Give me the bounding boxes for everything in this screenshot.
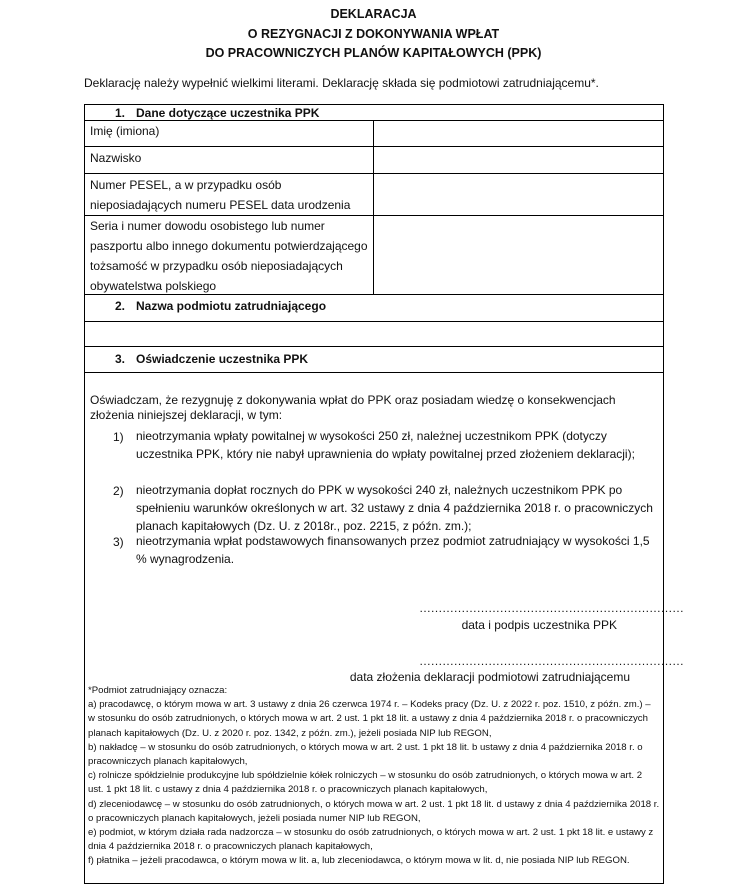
footnote-item-f: f) płatnika – jeżeli pracodawca, o którym mowa w lit. a, lub zleceniodawca, o którym mowa w lit. d, nie posiada NIP lub REGON. (88, 855, 630, 867)
document-subtitle: O REZYGNACJI Z DOKONYWANIA WPŁAT (247, 27, 500, 41)
divider (84, 346, 664, 347)
section-3-number: 3. (115, 352, 126, 366)
submission-date-label: data złożenia deklaracji podmiotowi zatrudniającemu (349, 670, 630, 684)
consequence-text-1: nieotrzymania wpłaty powitalnej w wysokości 250 zł, należnej uczestnikom PPK (dotyczy uczestnika PPK, który nie nabył uprawnienia do wpłaty powitalnej przed złożeniem deklaracji); (136, 429, 635, 461)
id-document-field[interactable] (378, 216, 658, 293)
employer-name-field[interactable] (90, 322, 656, 345)
consequence-number-1: 1) (113, 430, 124, 444)
consequence-text-2: nieotrzymania dopłat rocznych do PPK w wysokości 240 zł, należnych uczestnikom PPK po spełnieniu warunków określonych w art. 32 ustawy z dnia 4 października 2018 r. o pracowniczych planach kapitałowych (Dz. U. z 2018r., poz. 2215, z późn. zm.); (136, 483, 653, 533)
first-name-field[interactable] (378, 121, 658, 145)
pesel-field[interactable] (378, 174, 658, 214)
signature-label: data i podpis uczestnika PPK (461, 618, 617, 632)
section-1-title: Dane dotyczące uczestnika PPK (136, 106, 320, 120)
document-subtitle-2: DO PRACOWNICZYCH PLANÓW KAPITAŁOWYCH (PPK) (205, 46, 542, 60)
section-2-number: 2. (115, 299, 126, 313)
footnote (88, 684, 660, 869)
footnote-heading: *Podmiot zatrudniający oznacza: (88, 685, 228, 696)
section-3-title: Oświadczenie uczestnika PPK (136, 352, 309, 366)
surname-field[interactable] (378, 147, 658, 172)
column-divider (373, 120, 374, 294)
first-name-label: Imię (imiona) (90, 124, 160, 138)
id-document-label: Seria i numer dowodu osobistego lub numer paszportu albo innego dokumentu potwierdzającego tożsamość w przypadku osób nieposiadających obywatelstwa polskiego (90, 219, 368, 293)
submission-date-line: …………………………………………………………… (419, 654, 684, 668)
consequence-number-3: 3) (113, 535, 124, 549)
footnote-item-c: c) rolnicze spółdzielnie produkcyjne lub spółdzielnie kółek rolniczych – w stosunku do osób zatrudnionych, o których mowa w art. 2 ust. 1 pkt 18 lit. c ustawy z dnia 4 października 2018 r. o pracowniczych planach kapitałowych, (88, 770, 643, 796)
footnote-item-a: a) pracodawcę, o którym mowa w art. 3 ustawy z dnia 26 czerwca 1974 r. – Kodeks pracy (Dz. U. z 2022 r. poz. 1510, z późn. zm.) – w stosunku do osób zatrudnionych, o których mowa w art. 2 ust. 1 pkt 18 lit. a ustawy z dnia 4 października 2018 r. o pracowniczych planach kapitałowych (Dz. U. z 2020 r. poz. 1342, z późn. zm.), jeżeli posiada NIP lub REGON, (88, 699, 651, 739)
footnote-item-d: d) zleceniodawcę – w stosunku do osób zatrudnionych, o których mowa w art. 2 ust. 1 pkt 18 lit. d ustawy z dnia 4 października 2018 r. o pracowniczych planach kapitałowych, jeżeli posiada numer NIP lub REGON, (88, 798, 660, 824)
footnote-item-e: e) podmiot, w którym działa rada nadzorcza – w stosunku do osób zatrudnionych, o których mowa w art. 2 ust. 1 pkt 18 lit. e ustawy z dnia 4 października 2018 r. o pracowniczych planach kapitałowych, (88, 827, 654, 853)
section-1-number: 1. (115, 106, 126, 120)
pesel-label: Numer PESEL, a w przypadku osób nieposiadających numeru PESEL data urodzenia (90, 178, 351, 212)
section-2-title: Nazwa podmiotu zatrudniającego (136, 299, 327, 313)
surname-label: Nazwisko (90, 151, 142, 165)
footnote-item-b: b) nakładcę – w stosunku do osób zatrudnionych, o których mowa w art. 2 ust. 1 pkt 18 lit. b ustawy z dnia 4 października 2018 r. o pracowniczych planach kapitałowych, (88, 741, 643, 768)
consequence-text-3: nieotrzymania wpłat podstawowych finansowanych przez podmiot zatrudniający w wysokości 1,5 % wynagrodzenia. (136, 534, 650, 566)
divider (84, 372, 664, 373)
document-title: DEKLARACJA (330, 7, 417, 21)
signature-line: …………………………………………………………… (419, 601, 684, 615)
consequence-number-2: 2) (113, 484, 124, 498)
statement-text: Oświadczam, że rezygnuję z dokonywania wpłat do PPK oraz posiadam wiedzę o konsekwencjach złożenia niniejszej deklaracji, w tym: (90, 393, 616, 422)
instructions-text: Deklarację należy wypełnić wielkimi literami. Deklarację składa się podmiotowi zatrudniającemu*. (84, 76, 599, 90)
